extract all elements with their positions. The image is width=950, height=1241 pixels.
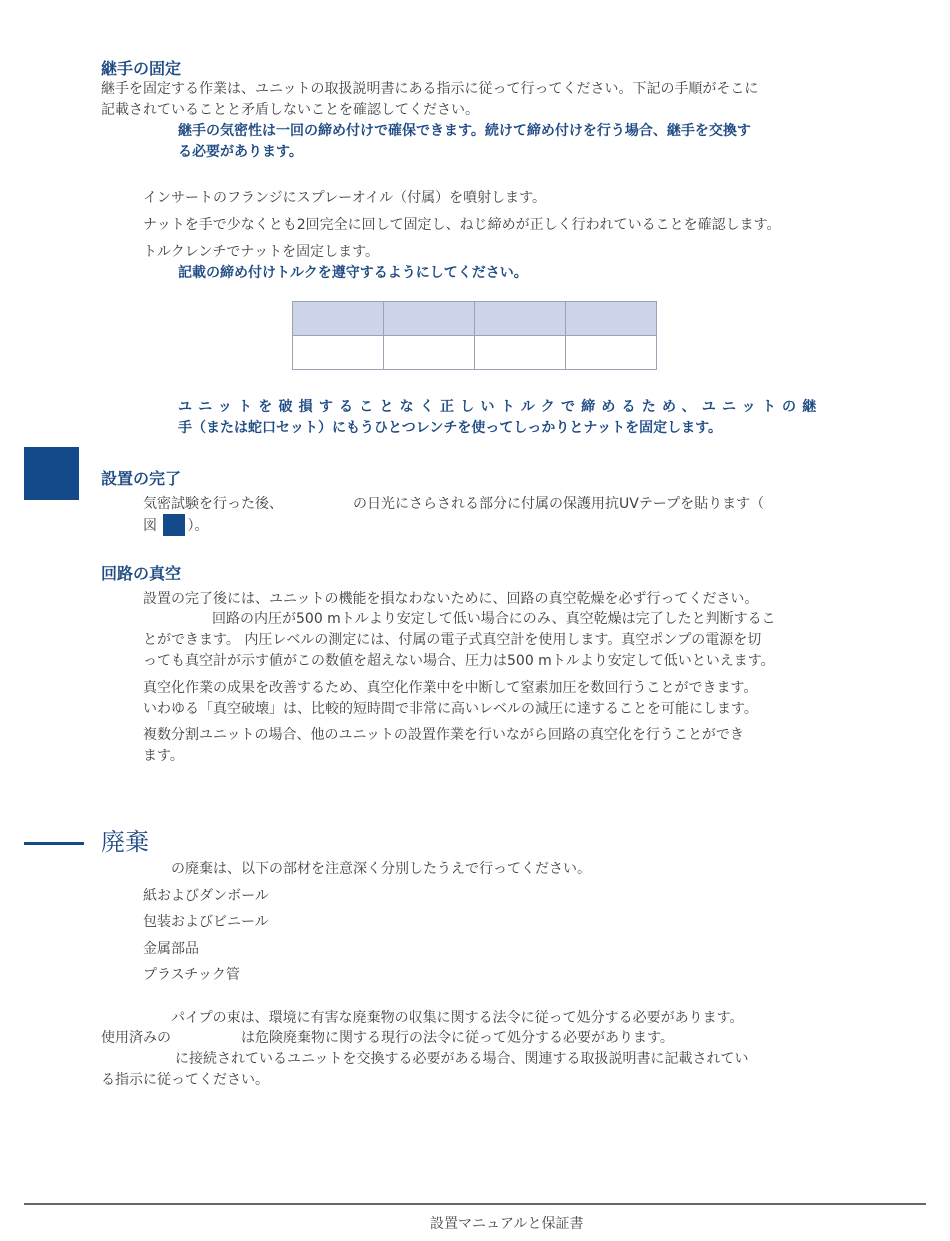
list-item: 紙およびダンボール <box>143 888 269 904</box>
text-fragment: ）。 <box>187 518 209 534</box>
footer-title: 設置マニュアルと保証書 <box>430 1216 584 1232</box>
text-fragment: 図 <box>143 518 157 534</box>
table-header-row <box>293 302 657 336</box>
step-1: インサートのフランジにスプレーオイル（付属）を噴射します。 <box>143 190 546 206</box>
table-cell <box>475 336 566 370</box>
note-line: 継手の気密性は一回の締め付けで確保できます。続けて締め付けを行う場合、継手を交換す <box>178 123 751 139</box>
section-marker-line <box>24 842 84 845</box>
paragraph-line: 設置の完了後には、ユニットの機能を損なわないために、回路の真空乾燥を必ず行ってください。 <box>143 591 759 607</box>
step-3: トルクレンチでナットを固定します。 <box>143 244 379 260</box>
section-title-circuit-vacuum: 回路の真空 <box>101 564 182 583</box>
table-header-cell <box>384 302 475 336</box>
text-fragment: 気密試験を行った後、 <box>143 496 283 512</box>
paragraph-line <box>143 514 208 536</box>
section-marker <box>24 447 79 500</box>
list-item: プラスチック管 <box>143 967 240 983</box>
section-title-disposal: 廃棄 <box>101 828 149 856</box>
section-title-joint-fixing: 継手の固定 <box>101 59 182 78</box>
paragraph-line: 複数分割ユニットの場合、他のユニットの設置作業を行いながら回路の真空化を行うことができ <box>143 727 744 743</box>
paragraph-line: 継手を固定する作業は、ユニットの取扱説明書にある指示に従って行ってください。下記の手順がそこに <box>101 81 759 97</box>
note-line: る必要があります。 <box>178 144 303 160</box>
paragraph-line: とができます。 内圧レベルの測定には、付属の電子式真空計を使用します。真空ポンプの電源を切 <box>143 632 762 648</box>
figure-reference-box <box>163 514 185 536</box>
table-cell <box>293 336 384 370</box>
note-line: 記載の締め付けトルクを遵守するようにしてください。 <box>178 265 528 281</box>
paragraph-line: っても真空計が示す値がこの数値を超えない場合、圧力は500 mトルより安定して低いといえます。 <box>143 653 775 669</box>
list-item: 金属部品 <box>143 941 199 957</box>
table-cell <box>566 336 657 370</box>
table-row <box>293 336 657 370</box>
step-2: ナットを手で少なくとも2回完全に回して固定し、ねじ締めが正しく行われていることを確認します。 <box>143 217 781 233</box>
footer-divider <box>24 1203 926 1205</box>
note-line: 手（または蛇口セット）にもうひとつレンチを使ってしっかりとナットを固定します。 <box>178 420 722 436</box>
torque-table <box>292 301 657 370</box>
list-item: 包装およびビニール <box>143 914 269 930</box>
table-header-cell <box>475 302 566 336</box>
note-line: ユニットを破損することなく正しいトルクで締めるため、ユニットの継 <box>178 399 823 415</box>
section-title-installation-complete: 設置の完了 <box>101 469 182 488</box>
paragraph-line: 回路の内圧が500 mトルより安定して低い場合にのみ、真空乾燥は完了したと判断するこ <box>212 611 776 627</box>
paragraph-line: ます。 <box>143 748 184 764</box>
paragraph-line: パイプの束は、環境に有害な廃棄物の収集に関する法令に従って処分する必要があります。 <box>171 1010 744 1026</box>
paragraph-line: に接続されているユニットを交換する必要がある場合、関連する取扱説明書に記載されてい <box>175 1051 749 1067</box>
text-fragment: の日光にさらされる部分に付属の保護用抗UVテープを貼ります（ <box>353 496 765 512</box>
text-fragment: は危険廃棄物に関する現行の法令に従って処分する必要があります。 <box>241 1030 674 1046</box>
text-fragment: 使用済みの <box>101 1030 171 1046</box>
paragraph-line: 真空化作業の成果を改善するため、真空化作業中を中断して窒素加圧を数回行うことができます。 <box>143 680 758 696</box>
paragraph-line: の廃棄は、以下の部材を注意深く分別したうえで行ってください。 <box>171 861 591 877</box>
paragraph-line: 記載されていることと矛盾しないことを確認してください。 <box>101 102 479 118</box>
paragraph-line <box>101 1027 674 1047</box>
paragraph-line: る指示に従ってください。 <box>101 1072 269 1088</box>
paragraph-line <box>143 493 764 513</box>
table-cell <box>384 336 475 370</box>
table-header-cell <box>566 302 657 336</box>
table-header-cell <box>293 302 384 336</box>
paragraph-line: いわゆる「真空破壊」は、比較的短時間で非常に高いレベルの減圧に達することを可能にします。 <box>143 701 758 717</box>
